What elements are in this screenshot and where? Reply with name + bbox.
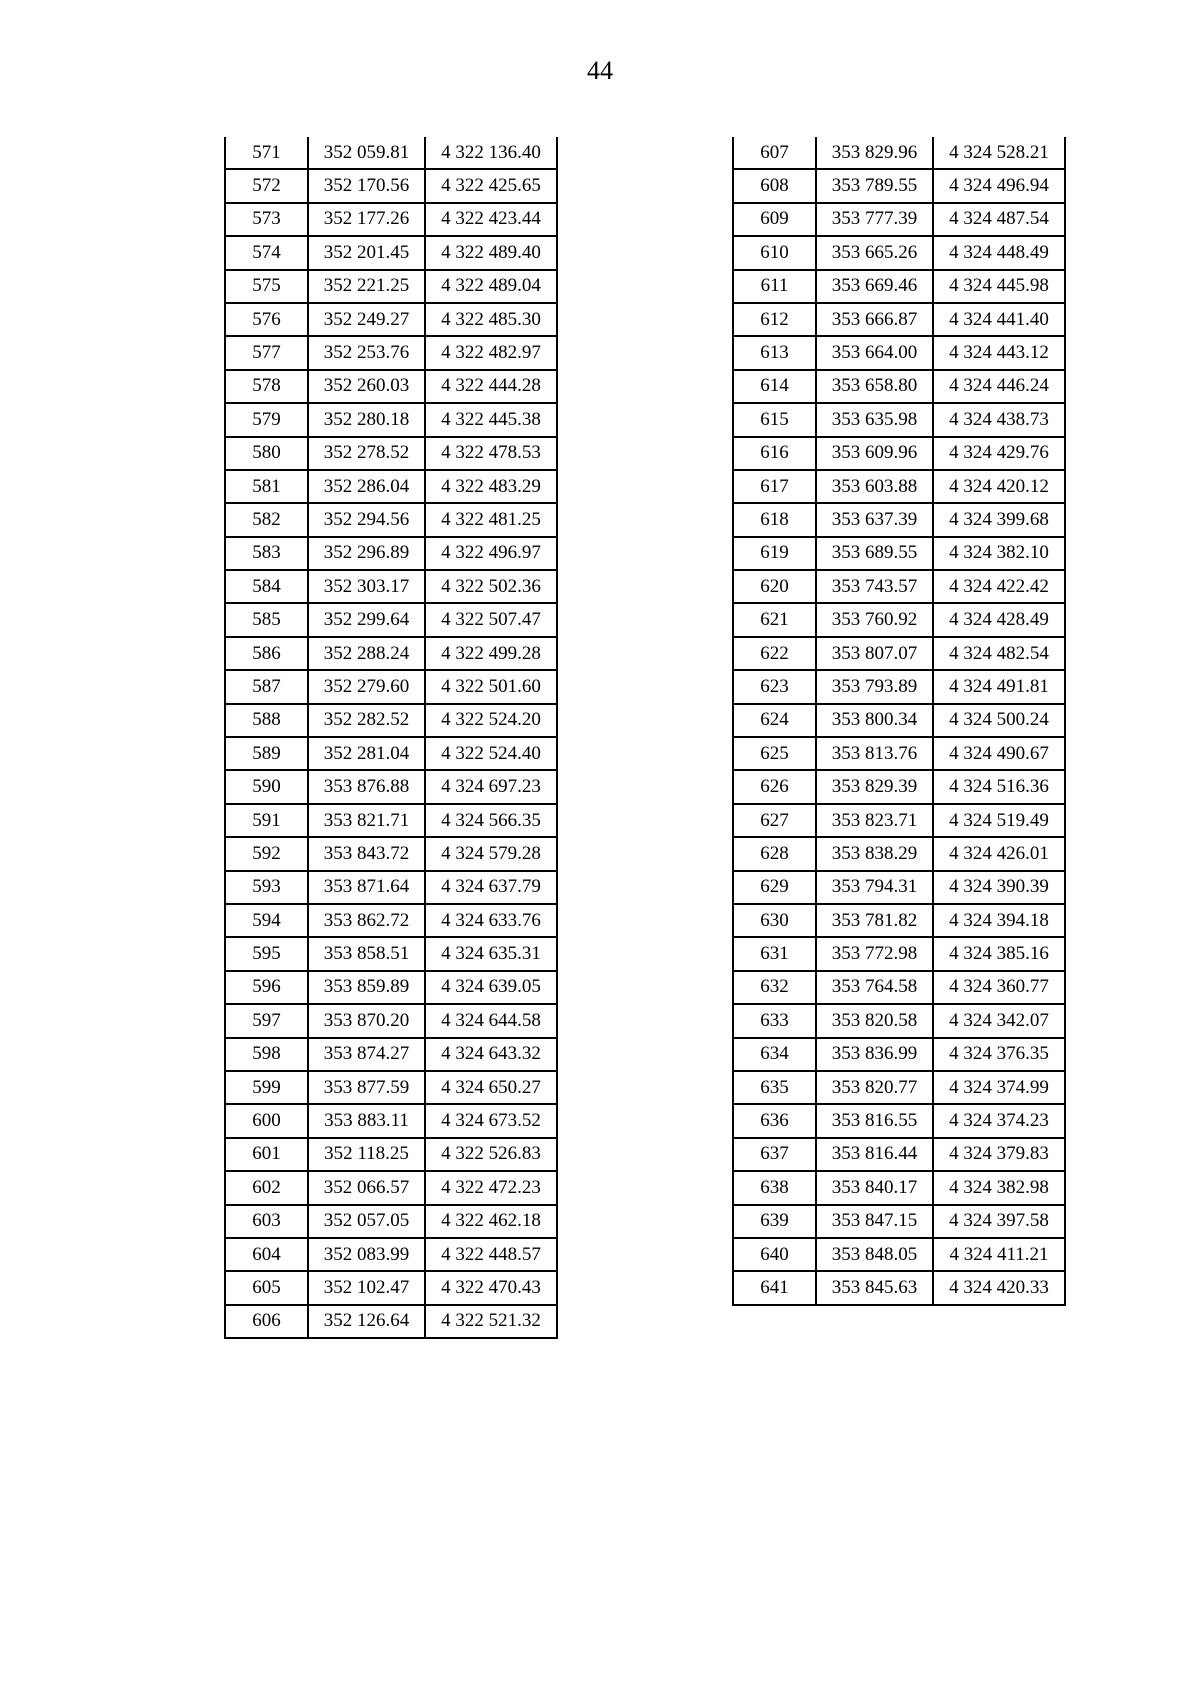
x-coordinate-cell: 353 789.55 (816, 169, 933, 202)
y-coordinate-cell: 4 322 502.36 (425, 570, 557, 603)
y-coordinate-cell: 4 324 637.79 (425, 871, 557, 904)
table-row (225, 203, 557, 236)
point-number-cell: 623 (733, 670, 816, 703)
x-coordinate-cell: 353 793.89 (816, 670, 933, 703)
table-row (225, 570, 557, 603)
y-coordinate-cell: 4 324 397.58 (933, 1205, 1065, 1238)
table-row (225, 837, 557, 870)
y-coordinate-cell: 4 324 385.16 (933, 937, 1065, 970)
x-coordinate-cell: 352 201.45 (308, 236, 425, 269)
point-number-cell: 581 (225, 470, 308, 503)
x-coordinate-cell: 353 821.71 (308, 804, 425, 837)
table-row (733, 971, 1065, 1004)
x-coordinate-cell: 353 820.58 (816, 1004, 933, 1037)
point-number-cell: 638 (733, 1171, 816, 1204)
point-number-cell: 594 (225, 904, 308, 937)
point-number-cell: 615 (733, 403, 816, 436)
table-row (733, 270, 1065, 303)
table-row (225, 871, 557, 904)
table-row (733, 503, 1065, 536)
page-number: 44 (587, 56, 613, 85)
table-row (225, 1238, 557, 1271)
y-coordinate-cell: 4 324 528.21 (933, 137, 1065, 169)
table-row (225, 670, 557, 703)
y-coordinate-cell: 4 322 489.40 (425, 236, 557, 269)
point-number-cell: 637 (733, 1138, 816, 1171)
table-row (733, 670, 1065, 703)
y-coordinate-cell: 4 322 445.38 (425, 403, 557, 436)
x-coordinate-cell: 353 883.11 (308, 1104, 425, 1137)
y-coordinate-cell: 4 322 423.44 (425, 203, 557, 236)
y-coordinate-cell: 4 324 633.76 (425, 904, 557, 937)
x-coordinate-cell: 353 603.88 (816, 470, 933, 503)
x-coordinate-cell: 353 635.98 (816, 403, 933, 436)
y-coordinate-cell: 4 322 478.53 (425, 437, 557, 470)
y-coordinate-cell: 4 324 411.21 (933, 1238, 1065, 1271)
table-row (733, 1071, 1065, 1104)
point-number-cell: 631 (733, 937, 816, 970)
x-coordinate-cell: 352 280.18 (308, 403, 425, 436)
x-coordinate-cell: 352 279.60 (308, 670, 425, 703)
table-row (225, 1104, 557, 1137)
table-row (733, 169, 1065, 202)
table-row (733, 137, 1065, 169)
point-number-cell: 617 (733, 470, 816, 503)
point-number-cell: 606 (225, 1305, 308, 1338)
table-row (225, 403, 557, 436)
x-coordinate-cell: 353 829.39 (816, 770, 933, 803)
point-number-cell: 575 (225, 270, 308, 303)
table-row (733, 1138, 1065, 1171)
x-coordinate-cell: 353 870.20 (308, 1004, 425, 1037)
point-number-cell: 607 (733, 137, 816, 169)
table-row (225, 270, 557, 303)
point-number-cell: 632 (733, 971, 816, 1004)
point-number-cell: 584 (225, 570, 308, 603)
y-coordinate-cell: 4 324 441.40 (933, 303, 1065, 336)
x-coordinate-cell: 353 858.51 (308, 937, 425, 970)
x-coordinate-cell: 352 299.64 (308, 603, 425, 636)
x-coordinate-cell: 353 781.82 (816, 904, 933, 937)
x-coordinate-cell: 353 843.72 (308, 837, 425, 870)
x-coordinate-cell: 353 838.29 (816, 837, 933, 870)
coordinates-table-left-body (225, 137, 557, 1338)
table-row (733, 1171, 1065, 1204)
point-number-cell: 616 (733, 437, 816, 470)
x-coordinate-cell: 352 126.64 (308, 1305, 425, 1338)
y-coordinate-cell: 4 324 487.54 (933, 203, 1065, 236)
point-number-cell: 597 (225, 1004, 308, 1037)
point-number-cell: 612 (733, 303, 816, 336)
table-row (225, 503, 557, 536)
point-number-cell: 618 (733, 503, 816, 536)
x-coordinate-cell: 353 862.72 (308, 904, 425, 937)
x-coordinate-cell: 353 816.44 (816, 1138, 933, 1171)
x-coordinate-cell: 353 664.00 (816, 336, 933, 369)
table-row (225, 603, 557, 636)
x-coordinate-cell: 353 840.17 (816, 1171, 933, 1204)
table-row (225, 303, 557, 336)
table-row (733, 370, 1065, 403)
y-coordinate-cell: 4 324 426.01 (933, 837, 1065, 870)
table-row (733, 603, 1065, 636)
y-coordinate-cell: 4 322 524.20 (425, 704, 557, 737)
y-coordinate-cell: 4 324 379.83 (933, 1138, 1065, 1171)
point-number-cell: 641 (733, 1271, 816, 1304)
x-coordinate-cell: 353 800.34 (816, 704, 933, 737)
x-coordinate-cell: 352 170.56 (308, 169, 425, 202)
table-row (225, 1038, 557, 1071)
point-number-cell: 593 (225, 871, 308, 904)
point-number-cell: 613 (733, 336, 816, 369)
table-row (733, 1104, 1065, 1137)
y-coordinate-cell: 4 322 499.28 (425, 637, 557, 670)
y-coordinate-cell: 4 324 491.81 (933, 670, 1065, 703)
point-number-cell: 573 (225, 203, 308, 236)
y-coordinate-cell: 4 324 390.39 (933, 871, 1065, 904)
table-row (225, 770, 557, 803)
x-coordinate-cell: 353 871.64 (308, 871, 425, 904)
x-coordinate-cell: 353 874.27 (308, 1038, 425, 1071)
y-coordinate-cell: 4 324 635.31 (425, 937, 557, 970)
x-coordinate-cell: 353 689.55 (816, 537, 933, 570)
point-number-cell: 599 (225, 1071, 308, 1104)
x-coordinate-cell: 352 057.05 (308, 1205, 425, 1238)
x-coordinate-cell: 353 658.80 (816, 370, 933, 403)
point-number-cell: 578 (225, 370, 308, 403)
x-coordinate-cell: 353 777.39 (816, 203, 933, 236)
point-number-cell: 620 (733, 570, 816, 603)
table-row (733, 837, 1065, 870)
x-coordinate-cell: 353 760.92 (816, 603, 933, 636)
y-coordinate-cell: 4 322 526.83 (425, 1138, 557, 1171)
table-row (225, 537, 557, 570)
x-coordinate-cell: 352 118.25 (308, 1138, 425, 1171)
x-coordinate-cell: 352 281.04 (308, 737, 425, 770)
table-row (225, 804, 557, 837)
point-number-cell: 628 (733, 837, 816, 870)
coordinates-table-right (732, 137, 1066, 1306)
y-coordinate-cell: 4 324 496.94 (933, 169, 1065, 202)
x-coordinate-cell: 353 637.39 (816, 503, 933, 536)
point-number-cell: 610 (733, 236, 816, 269)
point-number-cell: 609 (733, 203, 816, 236)
y-coordinate-cell: 4 324 673.52 (425, 1104, 557, 1137)
x-coordinate-cell: 352 177.26 (308, 203, 425, 236)
point-number-cell: 625 (733, 737, 816, 770)
table-row (733, 1271, 1065, 1304)
point-number-cell: 590 (225, 770, 308, 803)
y-coordinate-cell: 4 324 428.49 (933, 603, 1065, 636)
y-coordinate-cell: 4 324 429.76 (933, 437, 1065, 470)
x-coordinate-cell: 352 288.24 (308, 637, 425, 670)
table-row (225, 904, 557, 937)
coordinates-table-right-body (733, 137, 1065, 1305)
y-coordinate-cell: 4 324 394.18 (933, 904, 1065, 937)
x-coordinate-cell: 352 221.25 (308, 270, 425, 303)
x-coordinate-cell: 353 794.31 (816, 871, 933, 904)
point-number-cell: 624 (733, 704, 816, 737)
table-row (225, 1271, 557, 1304)
table-row (225, 236, 557, 269)
y-coordinate-cell: 4 322 507.47 (425, 603, 557, 636)
y-coordinate-cell: 4 324 438.73 (933, 403, 1065, 436)
table-row (733, 637, 1065, 670)
y-coordinate-cell: 4 324 382.98 (933, 1171, 1065, 1204)
x-coordinate-cell: 353 665.26 (816, 236, 933, 269)
y-coordinate-cell: 4 322 521.32 (425, 1305, 557, 1338)
table-row (225, 1138, 557, 1171)
table-row (733, 303, 1065, 336)
point-number-cell: 608 (733, 169, 816, 202)
y-coordinate-cell: 4 322 136.40 (425, 137, 557, 169)
y-coordinate-cell: 4 324 374.23 (933, 1104, 1065, 1137)
point-number-cell: 577 (225, 336, 308, 369)
x-coordinate-cell: 352 260.03 (308, 370, 425, 403)
point-number-cell: 629 (733, 871, 816, 904)
y-coordinate-cell: 4 324 639.05 (425, 971, 557, 1004)
point-number-cell: 580 (225, 437, 308, 470)
point-number-cell: 621 (733, 603, 816, 636)
table-row (733, 470, 1065, 503)
table-row (733, 704, 1065, 737)
table-row (733, 570, 1065, 603)
y-coordinate-cell: 4 322 482.97 (425, 336, 557, 369)
table-row (733, 236, 1065, 269)
y-coordinate-cell: 4 322 524.40 (425, 737, 557, 770)
table-row (225, 1205, 557, 1238)
y-coordinate-cell: 4 322 489.04 (425, 270, 557, 303)
x-coordinate-cell: 353 820.77 (816, 1071, 933, 1104)
table-row (733, 1238, 1065, 1271)
table-row (733, 203, 1065, 236)
table-row (225, 370, 557, 403)
table-row (225, 1305, 557, 1338)
x-coordinate-cell: 352 102.47 (308, 1271, 425, 1304)
y-coordinate-cell: 4 324 376.35 (933, 1038, 1065, 1071)
x-coordinate-cell: 353 848.05 (816, 1238, 933, 1271)
x-coordinate-cell: 352 059.81 (308, 137, 425, 169)
point-number-cell: 602 (225, 1171, 308, 1204)
point-number-cell: 600 (225, 1104, 308, 1137)
point-number-cell: 571 (225, 137, 308, 169)
y-coordinate-cell: 4 324 500.24 (933, 704, 1065, 737)
x-coordinate-cell: 352 296.89 (308, 537, 425, 570)
point-number-cell: 627 (733, 804, 816, 837)
table-row (733, 937, 1065, 970)
y-coordinate-cell: 4 322 496.97 (425, 537, 557, 570)
table-row (225, 1071, 557, 1104)
y-coordinate-cell: 4 322 483.29 (425, 470, 557, 503)
y-coordinate-cell: 4 324 382.10 (933, 537, 1065, 570)
point-number-cell: 587 (225, 670, 308, 703)
x-coordinate-cell: 353 845.63 (816, 1271, 933, 1304)
x-coordinate-cell: 353 743.57 (816, 570, 933, 603)
table-row (733, 904, 1065, 937)
point-number-cell: 636 (733, 1104, 816, 1137)
point-number-cell: 639 (733, 1205, 816, 1238)
x-coordinate-cell: 353 876.88 (308, 770, 425, 803)
x-coordinate-cell: 352 083.99 (308, 1238, 425, 1271)
y-coordinate-cell: 4 324 643.32 (425, 1038, 557, 1071)
point-number-cell: 619 (733, 537, 816, 570)
y-coordinate-cell: 4 324 519.49 (933, 804, 1065, 837)
point-number-cell: 603 (225, 1205, 308, 1238)
point-number-cell: 586 (225, 637, 308, 670)
table-row (733, 770, 1065, 803)
point-number-cell: 634 (733, 1038, 816, 1071)
table-row (733, 804, 1065, 837)
y-coordinate-cell: 4 322 485.30 (425, 303, 557, 336)
x-coordinate-cell: 353 859.89 (308, 971, 425, 1004)
table-row (225, 1004, 557, 1037)
table-row (225, 704, 557, 737)
y-coordinate-cell: 4 324 420.33 (933, 1271, 1065, 1304)
y-coordinate-cell: 4 324 399.68 (933, 503, 1065, 536)
y-coordinate-cell: 4 324 448.49 (933, 236, 1065, 269)
point-number-cell: 604 (225, 1238, 308, 1271)
table-row (733, 437, 1065, 470)
y-coordinate-cell: 4 322 470.43 (425, 1271, 557, 1304)
y-coordinate-cell: 4 322 448.57 (425, 1238, 557, 1271)
point-number-cell: 596 (225, 971, 308, 1004)
y-coordinate-cell: 4 322 462.18 (425, 1205, 557, 1238)
x-coordinate-cell: 352 303.17 (308, 570, 425, 603)
table-row (225, 971, 557, 1004)
table-row (733, 537, 1065, 570)
point-number-cell: 630 (733, 904, 816, 937)
y-coordinate-cell: 4 322 481.25 (425, 503, 557, 536)
x-coordinate-cell: 352 066.57 (308, 1171, 425, 1204)
x-coordinate-cell: 353 666.87 (816, 303, 933, 336)
point-number-cell: 598 (225, 1038, 308, 1071)
point-number-cell: 611 (733, 270, 816, 303)
y-coordinate-cell: 4 324 579.28 (425, 837, 557, 870)
x-coordinate-cell: 353 807.07 (816, 637, 933, 670)
point-number-cell: 592 (225, 837, 308, 870)
y-coordinate-cell: 4 324 445.98 (933, 270, 1065, 303)
y-coordinate-cell: 4 324 443.12 (933, 336, 1065, 369)
coordinates-table-left (224, 137, 558, 1339)
point-number-cell: 595 (225, 937, 308, 970)
x-coordinate-cell: 352 278.52 (308, 437, 425, 470)
y-coordinate-cell: 4 324 650.27 (425, 1071, 557, 1104)
x-coordinate-cell: 352 294.56 (308, 503, 425, 536)
point-number-cell: 582 (225, 503, 308, 536)
point-number-cell: 585 (225, 603, 308, 636)
point-number-cell: 601 (225, 1138, 308, 1171)
y-coordinate-cell: 4 324 566.35 (425, 804, 557, 837)
y-coordinate-cell: 4 324 644.58 (425, 1004, 557, 1037)
x-coordinate-cell: 353 813.76 (816, 737, 933, 770)
table-row (225, 937, 557, 970)
table-row (225, 1171, 557, 1204)
x-coordinate-cell: 352 249.27 (308, 303, 425, 336)
table-row (733, 1038, 1065, 1071)
point-number-cell: 633 (733, 1004, 816, 1037)
x-coordinate-cell: 353 847.15 (816, 1205, 933, 1238)
point-number-cell: 579 (225, 403, 308, 436)
point-number-cell: 576 (225, 303, 308, 336)
y-coordinate-cell: 4 324 360.77 (933, 971, 1065, 1004)
y-coordinate-cell: 4 324 422.42 (933, 570, 1065, 603)
point-number-cell: 591 (225, 804, 308, 837)
point-number-cell: 572 (225, 169, 308, 202)
table-row (225, 637, 557, 670)
y-coordinate-cell: 4 324 342.07 (933, 1004, 1065, 1037)
x-coordinate-cell: 353 669.46 (816, 270, 933, 303)
point-number-cell: 635 (733, 1071, 816, 1104)
x-coordinate-cell: 352 286.04 (308, 470, 425, 503)
y-coordinate-cell: 4 322 501.60 (425, 670, 557, 703)
point-number-cell: 583 (225, 537, 308, 570)
y-coordinate-cell: 4 322 472.23 (425, 1171, 557, 1204)
table-row (225, 470, 557, 503)
point-number-cell: 626 (733, 770, 816, 803)
point-number-cell: 640 (733, 1238, 816, 1271)
y-coordinate-cell: 4 324 482.54 (933, 637, 1065, 670)
x-coordinate-cell: 353 829.96 (816, 137, 933, 169)
point-number-cell: 588 (225, 704, 308, 737)
table-row (733, 871, 1065, 904)
y-coordinate-cell: 4 324 374.99 (933, 1071, 1065, 1104)
x-coordinate-cell: 352 253.76 (308, 336, 425, 369)
x-coordinate-cell: 353 764.58 (816, 971, 933, 1004)
x-coordinate-cell: 352 282.52 (308, 704, 425, 737)
y-coordinate-cell: 4 322 444.28 (425, 370, 557, 403)
y-coordinate-cell: 4 324 490.67 (933, 737, 1065, 770)
x-coordinate-cell: 353 609.96 (816, 437, 933, 470)
point-number-cell: 605 (225, 1271, 308, 1304)
y-coordinate-cell: 4 324 516.36 (933, 770, 1065, 803)
x-coordinate-cell: 353 836.99 (816, 1038, 933, 1071)
x-coordinate-cell: 353 772.98 (816, 937, 933, 970)
point-number-cell: 574 (225, 236, 308, 269)
y-coordinate-cell: 4 324 697.23 (425, 770, 557, 803)
point-number-cell: 614 (733, 370, 816, 403)
table-row (733, 403, 1065, 436)
y-coordinate-cell: 4 322 425.65 (425, 169, 557, 202)
table-row (225, 737, 557, 770)
table-row (225, 169, 557, 202)
table-row (225, 336, 557, 369)
x-coordinate-cell: 353 816.55 (816, 1104, 933, 1137)
table-row (225, 137, 557, 169)
table-row (733, 1205, 1065, 1238)
table-row (733, 336, 1065, 369)
y-coordinate-cell: 4 324 420.12 (933, 470, 1065, 503)
y-coordinate-cell: 4 324 446.24 (933, 370, 1065, 403)
x-coordinate-cell: 353 823.71 (816, 804, 933, 837)
table-row (225, 437, 557, 470)
point-number-cell: 589 (225, 737, 308, 770)
table-row (733, 737, 1065, 770)
point-number-cell: 622 (733, 637, 816, 670)
table-row (733, 1004, 1065, 1037)
x-coordinate-cell: 353 877.59 (308, 1071, 425, 1104)
